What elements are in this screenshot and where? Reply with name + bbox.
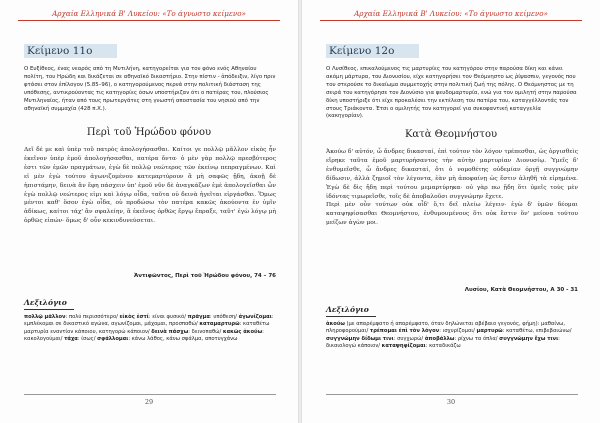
- lexicon-entries: [326, 321, 578, 350]
- lexicon-term: ἀκούω: [326, 321, 345, 327]
- running-header: Αρχαία Ελληνικά Β' Λυκείου: «Το άγνωστο κείμενο»: [320, 9, 582, 21]
- lexicon-term: συγγνώμην ἔχω τινι: [499, 335, 559, 342]
- lexicon-divider: [326, 316, 376, 317]
- lexicon-term: ἀποβάλλω: [424, 335, 455, 342]
- running-header: Αρχαία Ελληνικά Β' Λυκείου: «Το άγνωστο κείμενο»: [18, 9, 280, 21]
- lexicon-definition: : καταθέτω, επιβεβαιώνω/: [502, 328, 572, 335]
- lexicon-term: εἰκὸς ἐστί: [119, 314, 149, 320]
- page-number: 29: [144, 398, 154, 406]
- lexicon-term: πολλῷ μᾶλλον: [24, 314, 66, 320]
- source-citation: Λυσίου, Κατὰ Θεομνήστου, Α 30 - 31: [464, 287, 578, 293]
- left-page: [0, 0, 298, 423]
- lexicon-definition: : ίσως/: [77, 335, 98, 342]
- lexicon-term: ἀγωνίζομαι: [238, 314, 272, 320]
- right-page: [302, 0, 600, 423]
- lexicon-definition: : κακολογούμαι/: [24, 328, 264, 342]
- lexicon-term: κακῶς ἀκούω: [222, 328, 263, 335]
- lexicon-title: Λεξιλόγιο: [24, 298, 67, 307]
- footer-divider: [326, 394, 578, 395]
- source-citation: Ἀντιφῶντος, Περὶ τοῦ Ἡρώδου φόνου, 74 – 76: [134, 273, 276, 279]
- text-subtitle: Περὶ τοῦ Ἡρώδου φόνου: [86, 127, 212, 138]
- lexicon-term: καταμαρτυρῶ: [199, 321, 240, 328]
- lexicon-entries: [24, 314, 276, 343]
- lexicon-definition: : πολύ περισσότερο/: [65, 314, 120, 320]
- lexicon-term: τάχα: [64, 335, 78, 342]
- lexicon-term: σφάλλομαι: [97, 335, 129, 342]
- lexicon-definition: : ισχυρίζομαι/: [439, 328, 477, 335]
- greek-text: Δεῖ δέ με καὶ ὑπὲρ τοῦ πατρὸς ἀπολογήσασθαι. Καίτοι γε πολλῷ μᾶλλον εἰκὸς ἦν ἐκεῖνον ὑπὲρ ἐμοῦ ἀπολογήσασθαι, πατέρα ὄντα· ὁ μὲν γὰρ πολλῷ πρεσβύτερος ἐστι τῶν ἐμῶν πραγμάτων, ἐγὼ δὲ πολλῷ νεώτερος τῶν ἐκείνῳ πεπραγμένων. Καὶ εἰ μὲν ἐγὼ τούτου ἀγωνιζομένου κατεμαρτύρουν ἃ μὴ σαφῶς ᾔδη, ἀκοῇ δὲ ἠπιστάμην, δεινὰ ἂν ἔφη πάσχειν ὑπ' ἐμοῦ νῦν δὲ ἀναγκάζων ἐμὲ ἀπολογεῖσθαι ὧν ἐγὼ πολλῷ νεώτερος εἰμι καὶ λόγῳ οἶδα, ταῦτα οὐ δεινὰ ἡγεῖται εἰργάσθαι. Ὅμως μέντοι καθ' ὅσον ἐγὼ οἶδα, οὐ προδώσω τὸν πατέρα κακῶς ἀκούοντα ἐν ὑμῖν ἀδίκως, καίτοι τάχ' ἂν σφαλείην, ἃ ἐκεῖνος ὀρθῶς ἔργῳ ἔπραξε, ταῦτ' ἐγὼ λόγῳ μὴ ὀρθῶς εἰπών· ὅμως δ' οὖν κεκινδυνεύσεται.: [24, 147, 276, 225]
- lexicon-definition: : συγχωρώ/: [393, 335, 425, 342]
- lexicon-term: συγγνώμην δίδωμι τινι: [326, 335, 394, 342]
- lexicon-definition: : εμπλέκομαι σε δικαστικό αγώνα, αγωνίζομαι, μάχομαι, προσπαθώ/: [24, 314, 274, 328]
- lexicon-term: καταψηφίζομαι: [381, 342, 426, 349]
- lexicon-term: πρᾶγμα: [187, 314, 210, 320]
- lexicon-definition: (με απαρέμφατο ή απαρέμφατο, όταν δηλώνεται αβέβαιο γεγονός, φήμη): μαθαίνω, πληροφορούμαι/: [326, 321, 565, 335]
- footer-divider: [24, 394, 276, 395]
- greek-text: Ἀκούω δ' αὐτόν, ὦ ἄνδρες δικασταί, ἐπὶ τούτον τὸν λόγον τρέπεσθαι, ὡς ὀργισθεὶς εἴρηκε ταῦτα ἐμοῦ μαρτυρήσαντος τὴν αὐτὴν μαρτυρίαν Διονυσίῳ. Ὑμεῖς δ' ἐνθυμεῖσθε, ὦ ἄνδρες δικασταί, ὅτι ὁ νομοθέτης οὐδεμίαν ὀργῇ συγγνώμην δίδωσιν, ἀλλὰ ζημιοῖ τὸν λέγοντα, ἐὰν μὴ ἀποφαίνῃ ὡς ἔστιν ἀληθῆ τὰ εἰρημένα. Ἐγὼ δὲ δὶς ἤδη περὶ τούτου μεμαρτύρηκα· οὐ γὰρ πω ᾔδη ὅτι ὑμεῖς τοὺς μὲν ἰδόντας τιμωρεῖσθε, τοῖς δὲ ἀποβαλοῦσι συγγνώμην ἔχετε. Περὶ μὲν οὖν τούτων οὐκ οἶδ' ὅ,τι δεῖ πλείω λέγειν· ἐγὼ δ' ὑμῶν δέομαι καταψηφίσασθαι Θεομνήστου, ἐνθυμουμένους ὅτι οὐκ ἔστιν ὅν' μείονα τούτου μείζων ἀγὼν μοι.: [326, 149, 578, 227]
- lexicon-term: μαρτυρῶ: [476, 328, 503, 335]
- lexicon-definition: : καταθέτω μαρτυρία εναντίον κάποιου, κατηγορώ κάποιον/: [24, 321, 270, 335]
- lexicon-definition: : είναι φυσικό/: [148, 314, 188, 320]
- lexicon-definition: : δικαιολογώ κάποιον/: [326, 335, 560, 349]
- text-subtitle: Κατὰ Θεομνήστου: [404, 129, 498, 140]
- lexicon-definition: : καταδικάζω: [425, 342, 461, 349]
- page-title: Κείμενο 11ο: [24, 44, 117, 58]
- lexicon-title: Λεξιλόγιο: [326, 305, 369, 314]
- page-number: 30: [446, 398, 456, 406]
- intro-paragraph: Ο Ευξίθεος, ένας νεαρός από τη Μυτιλήνη, κατηγορείται για τον φόνο ενός Αθηναίου πολίτη, του Ηρώδη και δικάζεται σε αθηναϊκό δικαστήριο. Στην πίστιν - ἀπόδειξιν, λίγο πριν φτάσει στον ἐπίλογον (5.85–96), ο κατηγορούμενος περνά στην πολιτική διάσταση της υπόθεσης, αντικρούοντας τις κατηγορίες όσων υποστήριζαν ότι ο πατέρας του, πλούσιος Μυτιληναίος, ήταν από τους πρωτεργάτες στη γνωστή αποστασία του νησιού από την αθηναϊκή συμμαχία (428 π.Χ.).: [24, 66, 276, 112]
- lexicon-definition: : κάνω λάθος, κάνω σφάλμα, αποτυγχάνω: [128, 335, 238, 342]
- lexicon-divider: [24, 309, 74, 310]
- page-title: Κείμενο 12ο: [326, 44, 419, 58]
- lexicon-definition: : ρίχνω τα όπλα/: [454, 335, 500, 342]
- intro-paragraph: Ο Λυσίθεος, επικαλούμενος τις μαρτυρίες του κατηγόρου στην παρούσα δίκη και κάνει ακόμη μάρτυρα, του Διονυσίου, είχε κατηγορήσει τον Θεόμνηστο ως ῥίψασπιν, γεγονός που του στερούσε το δικαίωμα συμμετοχής στην πολιτική ζωή της πόλης. Ο Θεόμνηστος με τη σειρά του κατηγόρησε τον Διονύσιο για ψευδομαρτυρία, ενώ για τον ομιλητή στην παρούσα δίκη υποστήριξε ότι είχε προκαλέσει την εκτέλεση του πατέρα του, καταγγέλλοντάς τον στους Τριάκοντα. Έτσι ο ομιλητής τον κατηγορεί για συκοφαντική καταγγελία (κακηγορίαν).: [326, 66, 577, 120]
- lexicon-term: δεινὰ πάσχω: [151, 328, 189, 335]
- lexicon-definition: : υπόθεση/: [209, 314, 239, 320]
- lexicon-definition: : δεινοπαθώ/: [188, 328, 223, 335]
- lexicon-term: τρέπομαι ἐπὶ τὸν λόγον: [369, 328, 440, 335]
